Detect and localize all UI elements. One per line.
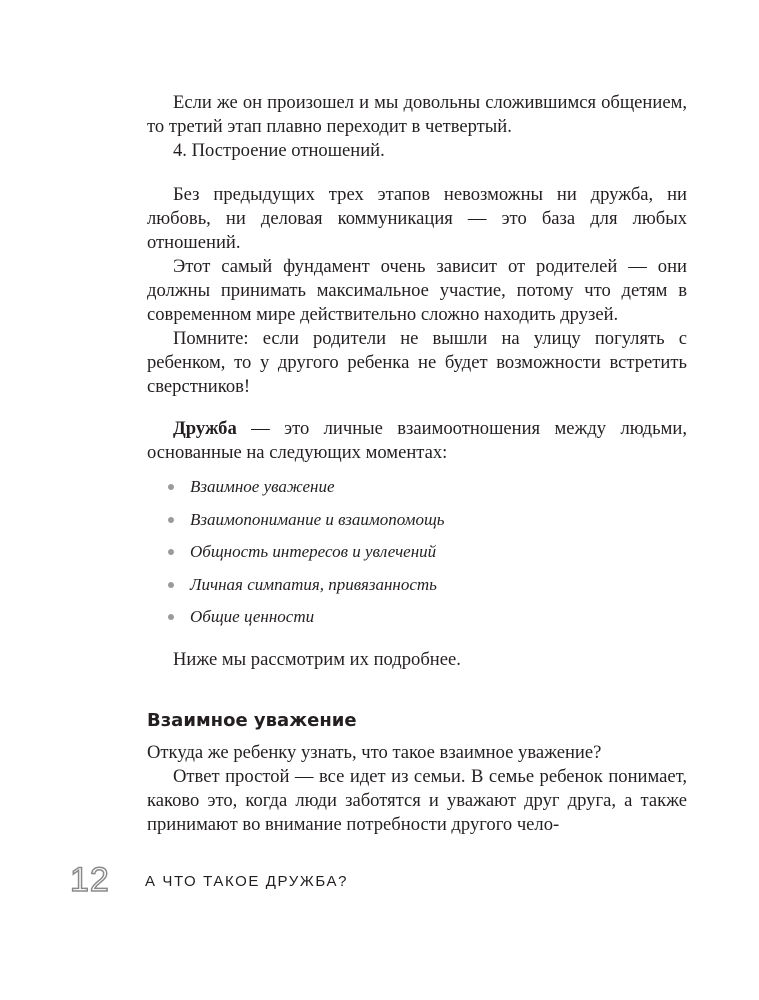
list-item [168,508,648,541]
numbered-item-4: 4. Построение отношений. [173,140,385,161]
list-item-text: Общность интересов и увлечений [190,542,437,561]
paragraph: Без предыдущих трех этапов невозможны ни дружба, ни любовь, ни деловая коммуникация — это база для любых отношений. [147,184,687,253]
bullet-dot-icon [168,549,174,555]
bullet-dot-icon [168,614,174,620]
definition-text: — это личные взаимоотношения между людьми, основанные на следующих моментах: [147,418,687,463]
list-item [168,475,648,508]
running-footer-title: А ЧТО ТАКОЕ ДРУЖБА? [145,873,349,890]
definition-paragraph [147,417,687,465]
list-item-text: Личная симпатия, привязанность [190,574,437,594]
closing-paragraph: Ниже мы рассмотрим их подробнее. [173,649,461,670]
paragraph: Ответ простой — все идет из семьи. В семье ребенок понимает, каково это, когда люди заботятся и уважают друг друга, а также принимают во внимание потребности другого чело- [147,766,687,835]
section-heading: Взаимное уважение [147,710,357,731]
closing-block [147,648,687,672]
list-item [168,540,648,573]
definition-term: Дружба [173,418,237,439]
list-item [168,573,648,606]
list-item-text: Взаимопонимание и взаимопомощь [190,509,445,529]
text-block-middle [147,183,687,399]
list-item-text: Общие ценности [190,607,315,626]
section-body [147,741,687,837]
paragraph: Помните: если родители не вышли на улицу погулять с ребенком, то у другого ребенка не будет возможности встретить сверстников! [147,328,687,397]
paragraph: Откуда же ребенку узнать, что такое взаимное уважение? [147,742,602,763]
paragraph: Если же он произошел и мы довольны сложившимся общением, то третий этап плавно переходит в четвертый. [147,92,687,137]
list-item [168,605,648,638]
bullet-dot-icon [168,582,174,588]
paragraph: Этот самый фундамент очень зависит от родителей — они должны принимать максимальное участие, потому что детям в современном мире действительно сложно находить друзей. [147,256,687,325]
definition-block [147,417,687,465]
text-block-top [147,91,687,163]
page-number: 12 [70,861,110,899]
bullet-list [168,475,648,638]
list-item-text: Взаимное уважение [190,477,335,496]
bullet-dot-icon [168,484,174,490]
bullet-dot-icon [168,517,174,523]
